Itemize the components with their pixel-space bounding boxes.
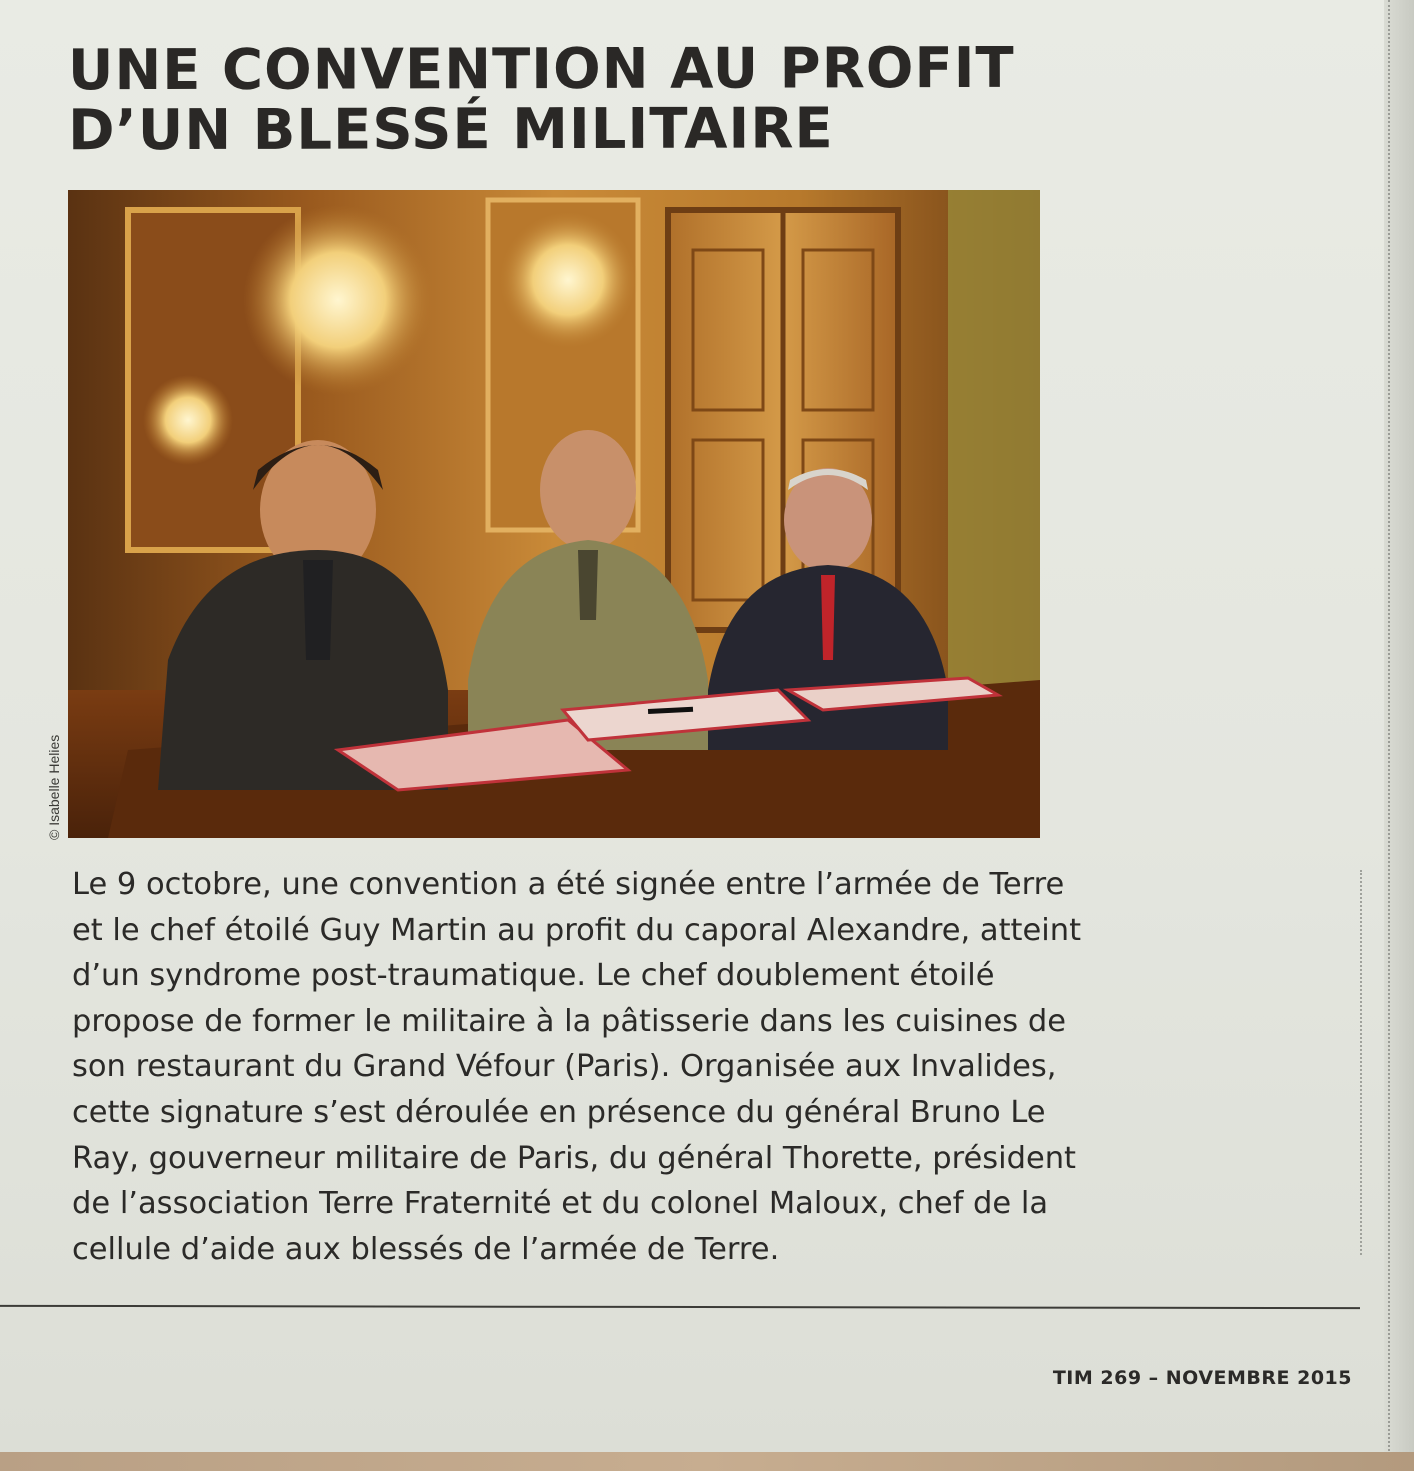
body-line: et le chef étoilé Guy Martin au profit du caporal Alexandre, atteint bbox=[72, 912, 1082, 948]
headline-line-2: D’UN BLESSÉ MILITAIRE bbox=[67, 96, 834, 164]
body-line: son restaurant du Grand Véfour (Paris). Organisée aux Invalides, bbox=[72, 1049, 1057, 1085]
article-headline bbox=[67, 35, 1068, 164]
body-line: propose de former le militaire à la pâtisserie dans les cuisines de bbox=[72, 1003, 1066, 1039]
body-line: Le 9 octobre, une convention a été signée entre l’armée de Terre bbox=[72, 867, 1065, 902]
body-line: Ray, gouverneur militaire de Paris, du général Thorette, président bbox=[72, 1140, 1076, 1176]
body-line: d’un syndrome post-traumatique. Le chef doublement étoilé bbox=[72, 958, 995, 994]
body-line: cellule d’aide aux blessés de l’armée de Terre. bbox=[72, 1231, 780, 1267]
issue-footer: TIM 269 – NOVEMBRE 2015 bbox=[1052, 1367, 1352, 1389]
page-fold-line bbox=[1388, 0, 1390, 1471]
section-divider bbox=[0, 1305, 1360, 1309]
body-line: de l’association Terre Fraternité et du colonel Maloux, chef de la bbox=[72, 1186, 1049, 1222]
body-line: cette signature s’est déroulée en présence du général Bruno Le bbox=[72, 1094, 1046, 1130]
article-body bbox=[72, 862, 1362, 1272]
signing-ceremony-photo bbox=[68, 190, 1040, 838]
photo-credit: © Isabelle Helies bbox=[46, 734, 62, 840]
article-photo bbox=[68, 190, 1040, 838]
desk-surface bbox=[0, 1452, 1414, 1471]
headline-line-1: UNE CONVENTION AU PROFIT bbox=[67, 35, 1015, 104]
